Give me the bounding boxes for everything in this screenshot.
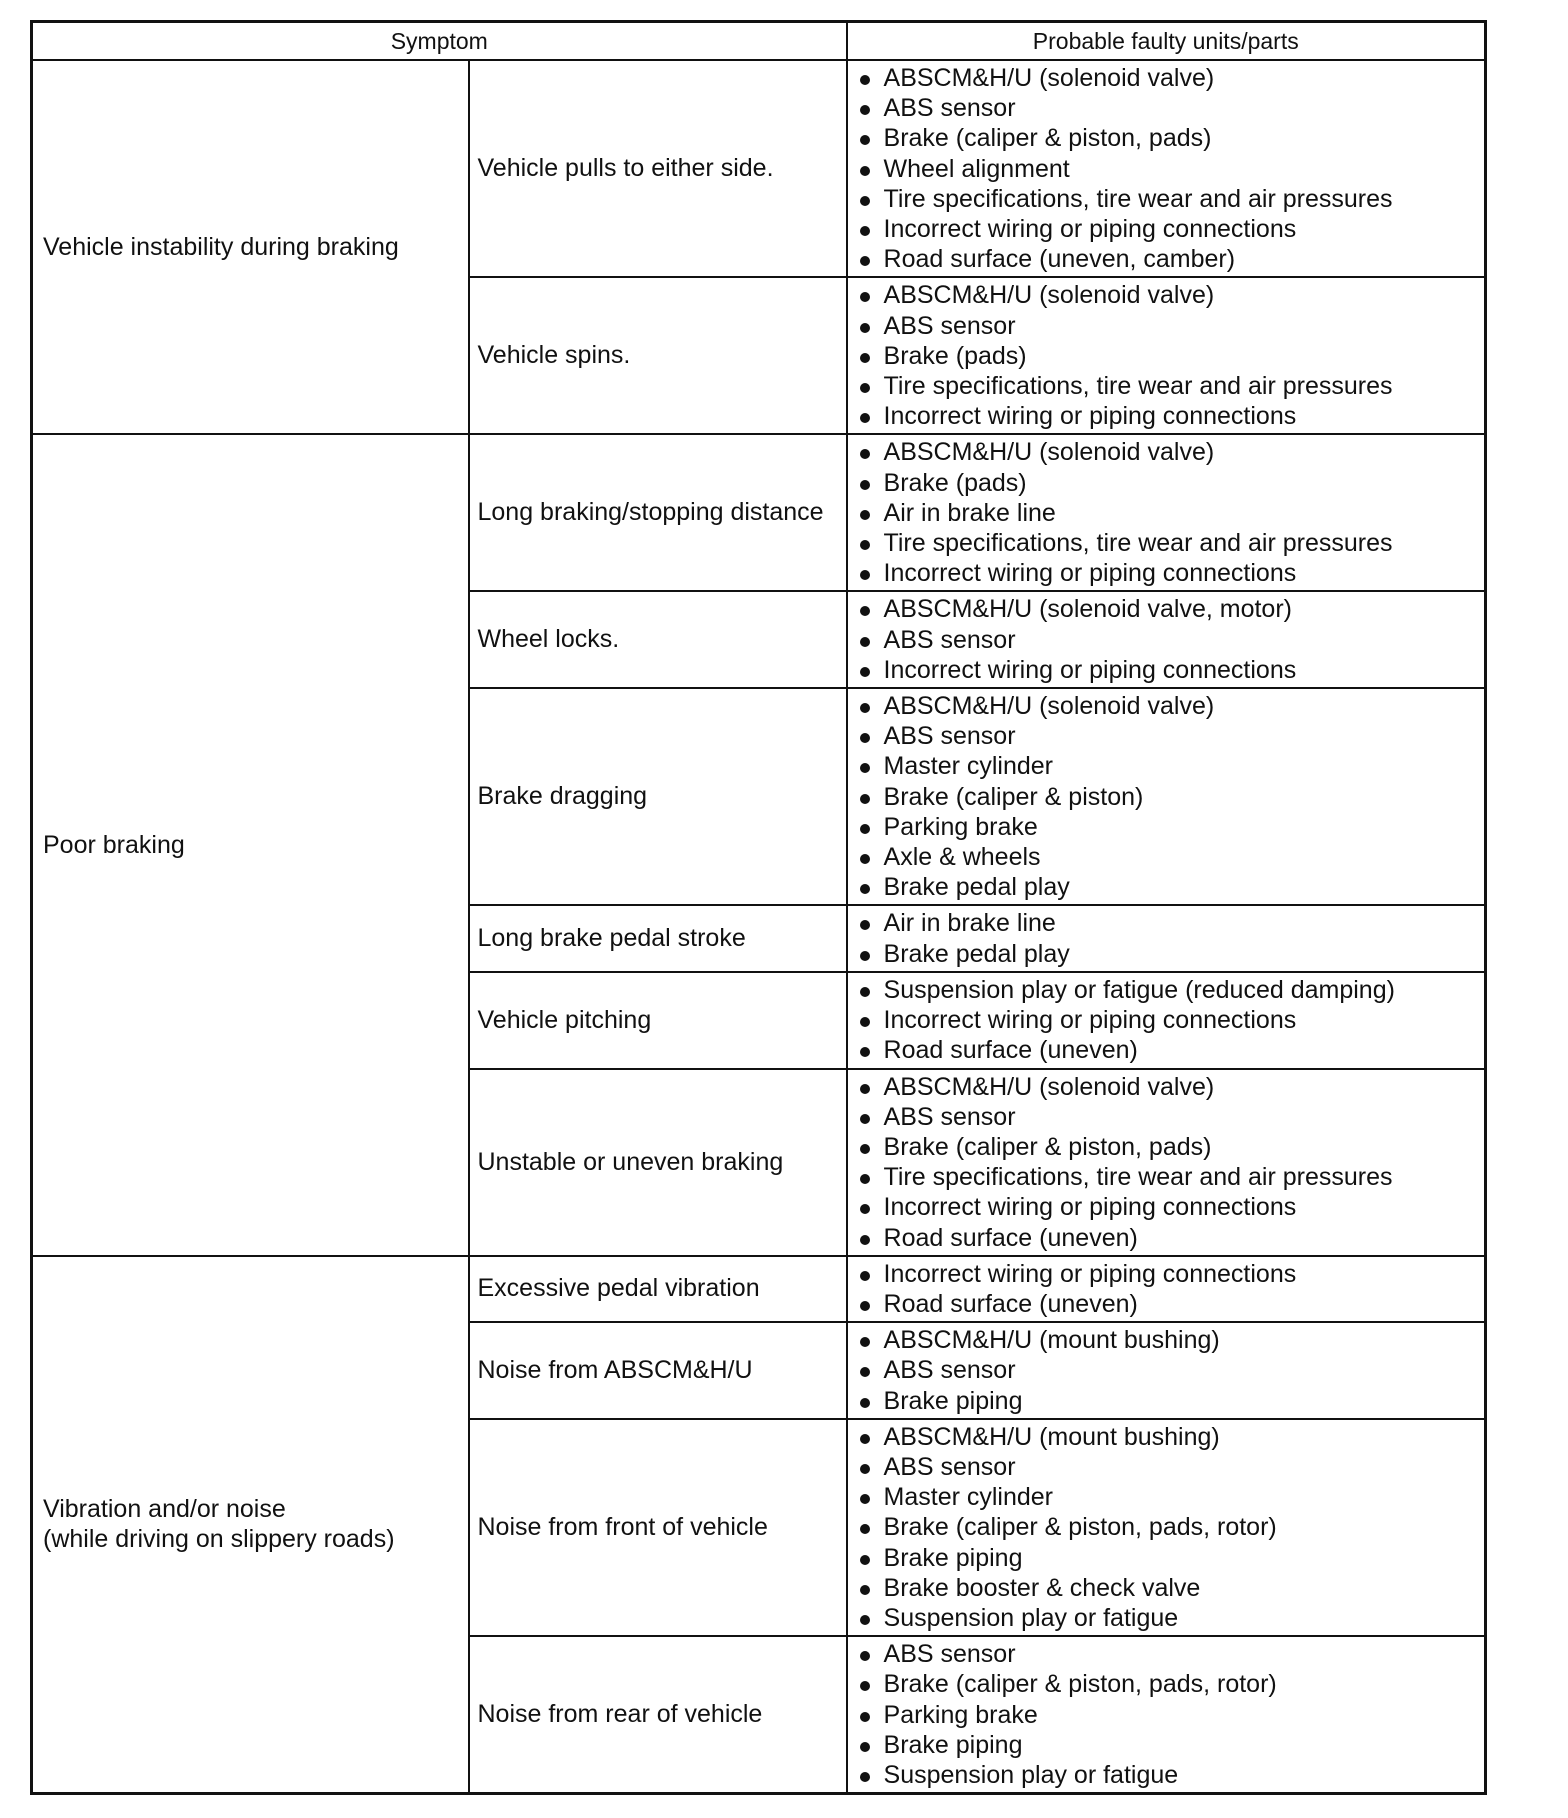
part-item: Brake (caliper & piston, pads): [858, 1132, 1485, 1162]
part-item: Brake (pads): [858, 341, 1485, 371]
part-item: Brake (caliper & piston, pads, rotor): [858, 1512, 1485, 1542]
part-item: Parking brake: [858, 812, 1485, 842]
part-item: Road surface (uneven): [858, 1289, 1485, 1319]
symptom-cell: [469, 688, 847, 905]
symptom-label: Wheel locks.: [477, 625, 620, 654]
part-item: Road surface (uneven): [858, 1035, 1485, 1065]
parts-cell: [847, 1322, 1486, 1419]
symptom-table: [30, 20, 1487, 1795]
part-item: Master cylinder: [858, 751, 1485, 781]
part-item: Brake piping: [858, 1543, 1485, 1573]
parts-list: [858, 691, 1485, 902]
part-item: ABS sensor: [858, 625, 1485, 655]
symptom-cell: [469, 434, 847, 591]
header-row: [32, 22, 1486, 61]
part-item: ABSCM&H/U (solenoid valve, motor): [858, 594, 1485, 624]
parts-list: [858, 437, 1485, 588]
symptom-cell: [469, 1322, 847, 1419]
part-item: Air in brake line: [858, 908, 1485, 938]
symptom-group-label: Vibration and/or noise (while driving on slippery roads): [43, 1495, 395, 1554]
parts-cell: [847, 434, 1486, 591]
parts-list: [858, 1325, 1485, 1416]
parts-list: [858, 594, 1485, 685]
part-item: Brake (caliper & piston, pads): [858, 123, 1485, 153]
part-item: ABSCM&H/U (mount bushing): [858, 1422, 1485, 1452]
part-item: Brake (pads): [858, 468, 1485, 498]
part-item: ABS sensor: [858, 93, 1485, 123]
symptom-group-cell: [32, 60, 469, 434]
symptom-cell: [469, 591, 847, 688]
part-item: ABSCM&H/U (solenoid valve): [858, 280, 1485, 310]
part-item: ABSCM&H/U (solenoid valve): [858, 1072, 1485, 1102]
symptom-group-label: Poor braking: [43, 831, 185, 860]
part-item: Brake pedal play: [858, 872, 1485, 902]
table-body: [32, 60, 1486, 1794]
part-item: Tire specifications, tire wear and air pressures: [858, 1162, 1485, 1192]
parts-cell: [847, 1419, 1486, 1636]
part-item: Brake pedal play: [858, 939, 1485, 969]
symptom-label: Brake dragging: [477, 782, 648, 811]
symptom-group-label: Vehicle instability during braking: [43, 233, 399, 262]
part-item: ABSCM&H/U (solenoid valve): [858, 437, 1485, 467]
symptom-group-cell: [32, 434, 469, 1255]
part-item: Air in brake line: [858, 498, 1485, 528]
symptom-group-cell: [32, 1256, 469, 1794]
table-row: [32, 60, 1486, 277]
symptom-cell: [469, 60, 847, 277]
symptom-header: Symptom: [32, 22, 847, 61]
part-item: Tire specifications, tire wear and air pressures: [858, 528, 1485, 558]
part-item: Suspension play or fatigue (reduced damping): [858, 975, 1485, 1005]
part-item: Incorrect wiring or piping connections: [858, 1005, 1485, 1035]
part-item: Brake booster & check valve: [858, 1573, 1485, 1603]
symptom-cell: [469, 277, 847, 434]
parts-list: [858, 975, 1485, 1066]
table-row: [32, 1256, 1486, 1322]
parts-list: [858, 1422, 1485, 1633]
part-item: Axle & wheels: [858, 842, 1485, 872]
part-item: Suspension play or fatigue: [858, 1603, 1485, 1633]
part-item: Incorrect wiring or piping connections: [858, 401, 1485, 431]
parts-list: [858, 1639, 1485, 1790]
parts-list: [858, 1259, 1485, 1319]
parts-list: [858, 908, 1485, 968]
part-item: Incorrect wiring or piping connections: [858, 214, 1485, 244]
parts-cell: [847, 905, 1486, 971]
part-item: ABS sensor: [858, 1102, 1485, 1132]
symptom-label: Vehicle pitching: [477, 1005, 652, 1034]
parts-cell: [847, 972, 1486, 1069]
part-item: ABSCM&H/U (solenoid valve): [858, 63, 1485, 93]
parts-cell: [847, 1636, 1486, 1794]
part-item: Tire specifications, tire wear and air pressures: [858, 371, 1485, 401]
part-item: Parking brake: [858, 1700, 1485, 1730]
symptom-label: Vehicle pulls to either side.: [477, 154, 774, 183]
part-item: Road surface (uneven, camber): [858, 244, 1485, 274]
part-item: Brake piping: [858, 1730, 1485, 1760]
part-item: ABS sensor: [858, 311, 1485, 341]
part-item: Incorrect wiring or piping connections: [858, 1259, 1485, 1289]
symptom-label: Noise from rear of vehicle: [477, 1700, 763, 1729]
part-item: ABSCM&H/U (mount bushing): [858, 1325, 1485, 1355]
part-item: Road surface (uneven): [858, 1223, 1485, 1253]
symptom-cell: [469, 1419, 847, 1636]
symptom-label: Vehicle spins.: [477, 341, 631, 370]
part-item: Suspension play or fatigue: [858, 1760, 1485, 1790]
symptom-label: Noise from ABSCM&H/U: [477, 1355, 753, 1384]
part-item: Incorrect wiring or piping connections: [858, 655, 1485, 685]
parts-cell: [847, 688, 1486, 905]
part-item: ABS sensor: [858, 1355, 1485, 1385]
part-item: Brake (caliper & piston): [858, 782, 1485, 812]
part-item: Wheel alignment: [858, 154, 1485, 184]
parts-list: [858, 1072, 1485, 1253]
part-item: Incorrect wiring or piping connections: [858, 1192, 1485, 1222]
parts-list: [858, 63, 1485, 274]
parts-cell: [847, 1069, 1486, 1256]
part-item: ABS sensor: [858, 721, 1485, 751]
part-item: Master cylinder: [858, 1482, 1485, 1512]
symptom-label: Noise from front of vehicle: [477, 1512, 768, 1541]
parts-header: Probable faulty units/parts: [847, 22, 1486, 61]
symptom-cell: [469, 1636, 847, 1794]
parts-cell: [847, 591, 1486, 688]
parts-cell: [847, 277, 1486, 434]
table-row: [32, 434, 1486, 591]
symptom-cell: [469, 1256, 847, 1322]
symptom-cell: [469, 972, 847, 1069]
parts-cell: [847, 60, 1486, 277]
part-item: Brake (caliper & piston, pads, rotor): [858, 1669, 1485, 1699]
symptom-label: Unstable or uneven braking: [477, 1147, 784, 1176]
symptom-label: Long brake pedal stroke: [477, 924, 746, 953]
part-item: ABSCM&H/U (solenoid valve): [858, 691, 1485, 721]
part-item: ABS sensor: [858, 1452, 1485, 1482]
part-item: Tire specifications, tire wear and air pressures: [858, 184, 1485, 214]
part-item: ABS sensor: [858, 1639, 1485, 1669]
parts-cell: [847, 1256, 1486, 1322]
symptom-cell: [469, 905, 847, 971]
symptom-cell: [469, 1069, 847, 1256]
part-item: Brake piping: [858, 1386, 1485, 1416]
symptom-label: Long braking/stopping distance: [477, 498, 824, 527]
parts-list: [858, 280, 1485, 431]
part-item: Incorrect wiring or piping connections: [858, 558, 1485, 588]
symptom-label: Excessive pedal vibration: [477, 1274, 760, 1303]
